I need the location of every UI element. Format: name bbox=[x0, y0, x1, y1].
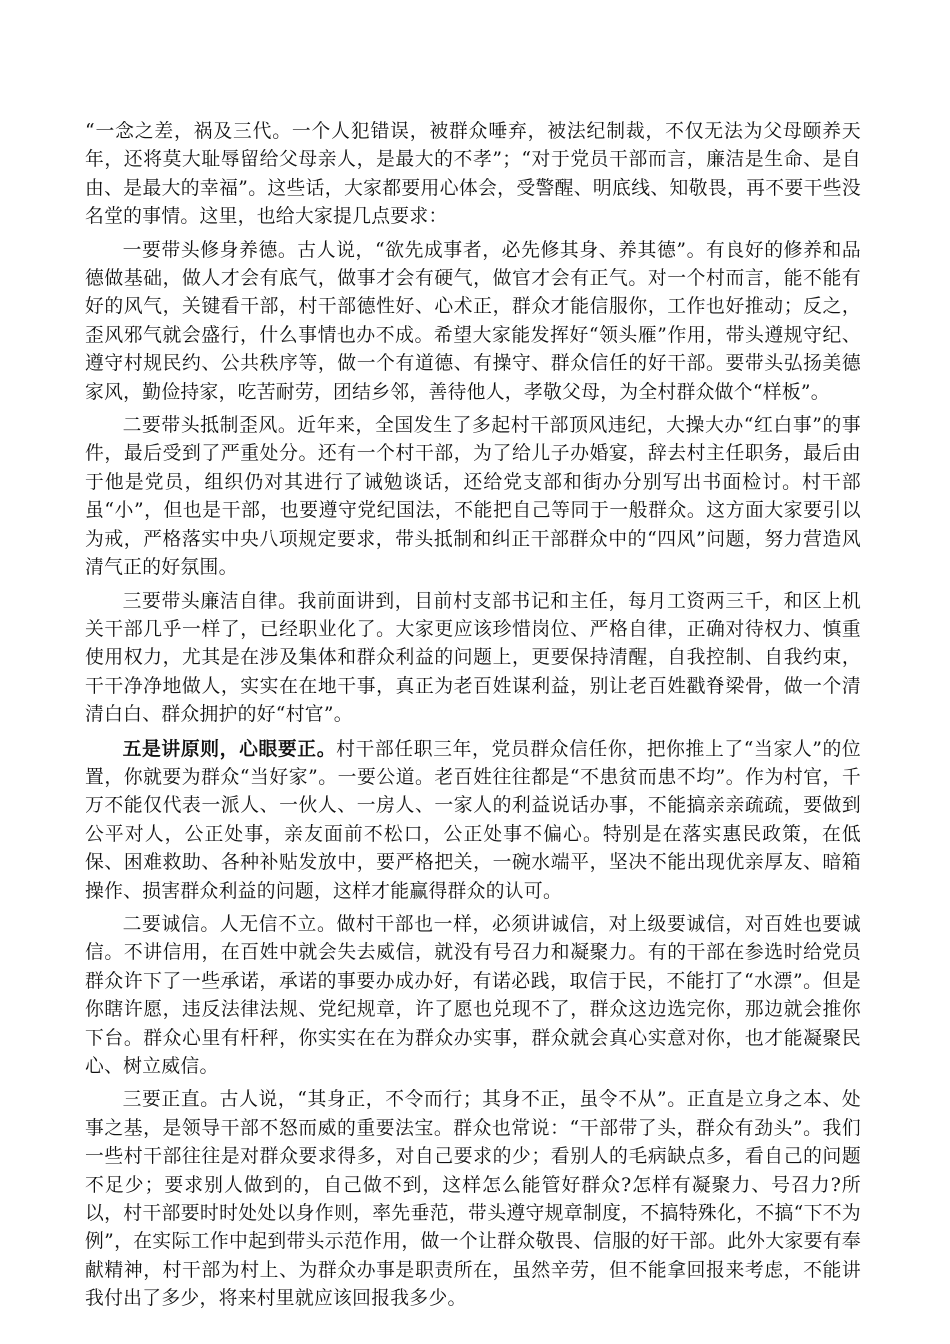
paragraph-text: 一要带头修身养德。古人说，“欲先成事者，必先修其身、养其德”。有良好的修养和品德做基础，做人才会有底气，做事才会有硬气，做官才会有正气。对一个村而言，能不能有好的风气，关键看干部，村干部德性好、心术正，群众才能信服你，工作也好推动；反之，歪风邪气就会盛行，什么事情也办不成。希望大家能发挥好“领头雁”作用，带头遵规守纪、遵守村规民约、公共秩序等，做一个有道德、有操守、群众信任的好干部。要带头弘扬美德家风，勤俭持家，吃苦耐劳，团结乡邻，善待他人，孝敬父母，为全村群众做个“样板”。 bbox=[85, 239, 861, 403]
section-heading: 五是讲原则，心眼要正。 bbox=[122, 737, 337, 760]
paragraph-2 bbox=[85, 237, 861, 407]
paragraph-text: 二要带头抵制歪风。近年来，全国发生了多起村干部顶风违纪，大操大办“红白事”的事件，最后受到了严重处分。还有一个村干部，为了给儿子办婚宴，辞去村主任职务，最后由于他是党员，组织仍对其进行了诫勉谈话，还给党支部和街办分别写出书面检讨。村干部虽“小”，但也是干部，也要遵守党纪国法，不能把自己等同于一般群众。这方面大家要引以为戒，严格落实中央八项规定要求，带头抵制和纠正干部群众中的“四风”问题，努力营造风清气正的好氛围。 bbox=[85, 415, 861, 579]
document-body bbox=[85, 118, 861, 1319]
paragraph-3 bbox=[85, 412, 861, 582]
paragraph-7 bbox=[85, 1086, 861, 1313]
paragraph-text: “一念之差，祸及三代。一个人犯错误，被群众唾弃，被法纪制裁，不仅无法为父母颐养天年，还将莫大耻辱留给父母亲人，是最大的不孝”；“对于党员干部而言，廉洁是生命、是自由、是最大的幸福”。这些话，大家都要用心体会，受警醒、明底线、知敬畏，再不要干些没名堂的事情。这里，也给大家提几点要求： bbox=[85, 121, 861, 228]
paragraph-5 bbox=[85, 735, 861, 906]
paragraph-text: 二要诚信。人无信不立。做村干部也一样，必须讲诚信，对上级要诚信，对百姓也要诚信。不讲信用，在百姓中就会失去威信，就没有号召力和凝聚力。有的干部在参选时给党员群众许下了一些承诺，承诺的事要办成办好，有诺必践，取信于民，不能打了“水漂”。但是你瞎许愿，违反法律法规、党纪规章，许了愿也兑现不了，群众这边选完你，那边就会推你下台。群众心里有杆秤，你实实在在为群众办实事，群众就会真心实意对你，也才能凝聚民心、树立威信。 bbox=[85, 913, 861, 1077]
paragraph-text: 三要带头廉洁自律。我前面讲到，目前村支部书记和主任，每月工资两三千，和区上机关干部几乎一样了，已经职业化了。大家更应该珍惜岗位、严格自律，正确对待权力、慎重使用权力，尤其是在涉及集体和群众利益的问题上，更要保持清醒，自我控制、自我约束，干干净净地做人，实实在在地干事，真正为老百姓谋利益，别让老百姓戳脊梁骨，做一个清清白白、群众拥护的好“村官”。 bbox=[85, 590, 861, 726]
paragraph-1 bbox=[85, 118, 861, 232]
paragraph-4 bbox=[85, 588, 861, 730]
paragraph-text: 三要正直。古人说，“其身正，不令而行；其身不正，虽令不从”。正直是立身之本、处事之基，是领导干部不怒而威的重要法宝。群众也常说：“干部带了头，群众有劲头”。我们一些村干部往往是对群众要求得多，对自己要求的少；看别人的毛病缺点多，看自己的问题不足少；要求别人做到的，自己做不到，这样怎么能管好群众?怎样有凝聚力、号召力?所以，村干部要时时处处以身作则，率先垂范，带头遵守规章制度，不搞特殊化，不搞“下不为例”，在实际工作中起到带头示范作用，做一个让群众敬畏、信服的好干部。此外大家要有奉献精神，村干部为村上、为群众办事是职责所在，虽然辛劳，但不能拿回报来考虑，不能讲我付出了多少，将来村里就应该回报我多少。 bbox=[85, 1089, 861, 1310]
paragraph-text: 村干部任职三年，党员群众信任你，把你推上了“当家人”的位置，你就要为群众“当好家”。一要公道。老百姓往往都是“不患贫而患不均”。作为村官，千万不能仅代表一派人、一伙人、一房人、一家人的利益说话办事，不能搞亲亲疏疏，要做到公平对人，公正处事，亲友面前不松口，公正处事不偏心。特别是在落实惠民政策，在低保、困难救助、各种补贴发放中，要严格把关，一碗水端平，坚决不能出现优亲厚友、暗箱操作、损害群众利益的问题，这样才能赢得群众的认可。 bbox=[85, 738, 861, 902]
paragraph-6 bbox=[85, 911, 861, 1081]
